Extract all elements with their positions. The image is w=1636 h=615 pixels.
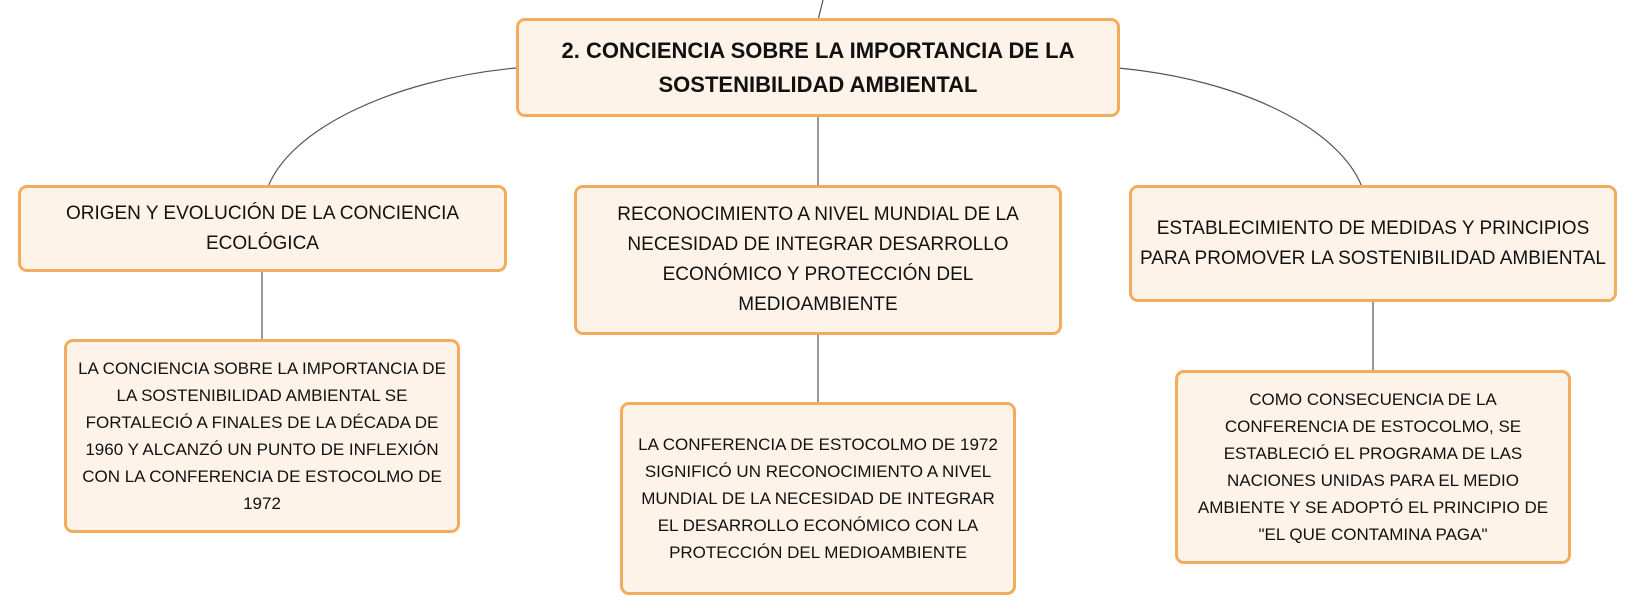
detail-node-origen[interactable] [64, 339, 460, 533]
detail-node-text: LA CONFERENCIA DE ESTOCOLMO DE 1972 SIGNIFICÓ UN RECONOCIMIENTO A NIVEL MUNDIAL DE LA NECESIDAD DE INTEGRAR EL DESARROLLO ECONÓMICO CON LA PROTECCIÓN DEL MEDIOAMBIENTE [638, 435, 998, 562]
branch-node-establecimiento[interactable] [1129, 185, 1617, 302]
detail-node-reconocimiento[interactable] [620, 402, 1016, 595]
detail-node-establecimiento[interactable] [1175, 370, 1571, 564]
detail-node-text: COMO CONSECUENCIA DE LA CONFERENCIA DE ESTOCOLMO, SE ESTABLECIÓ EL PROGRAMA DE LAS NACIONES UNIDAS PARA EL MEDIO AMBIENTE Y SE ADOPTÓ EL PRINCIPIO DE "EL QUE CONTAMINA PAGA" [1197, 390, 1549, 544]
connector-parent-in [818, 0, 823, 20]
connector-root-to-branch-1 [268, 68, 516, 187]
branch-node-text: ESTABLECIMIENTO DE MEDIDAS Y PRINCIPIOS PARA PROMOVER LA SOSTENIBILIDAD AMBIENTAL [1140, 217, 1606, 269]
root-node-text: 2. CONCIENCIA SOBRE LA IMPORTANCIA DE LA SOSTENIBILIDAD AMBIENTAL [561, 37, 1075, 97]
branch-node-reconocimiento[interactable] [574, 185, 1062, 335]
branch-node-text: RECONOCIMIENTO A NIVEL MUNDIAL DE LA NECESIDAD DE INTEGRAR DESARROLLO ECONÓMICO Y PROTECCIÓN DEL MEDIOAMBIENTE [617, 204, 1019, 315]
detail-node-text: LA CONCIENCIA SOBRE LA IMPORTANCIA DE LA SOSTENIBILIDAD AMBIENTAL SE FORTALECIÓ A FINALES DE LA DÉCADA DE 1960 Y ALCANZÓ UN PUNTO DE INFLEXIÓN CON LA CONFERENCIA DE ESTOCOLMO DE 1972 [78, 359, 446, 513]
root-node[interactable] [516, 18, 1120, 117]
branch-node-text: ORIGEN Y EVOLUCIÓN DE LA CONCIENCIA ECOLÓGICA [65, 202, 460, 254]
branch-node-origen[interactable] [18, 185, 507, 272]
connector-root-to-branch-3 [1118, 68, 1362, 187]
